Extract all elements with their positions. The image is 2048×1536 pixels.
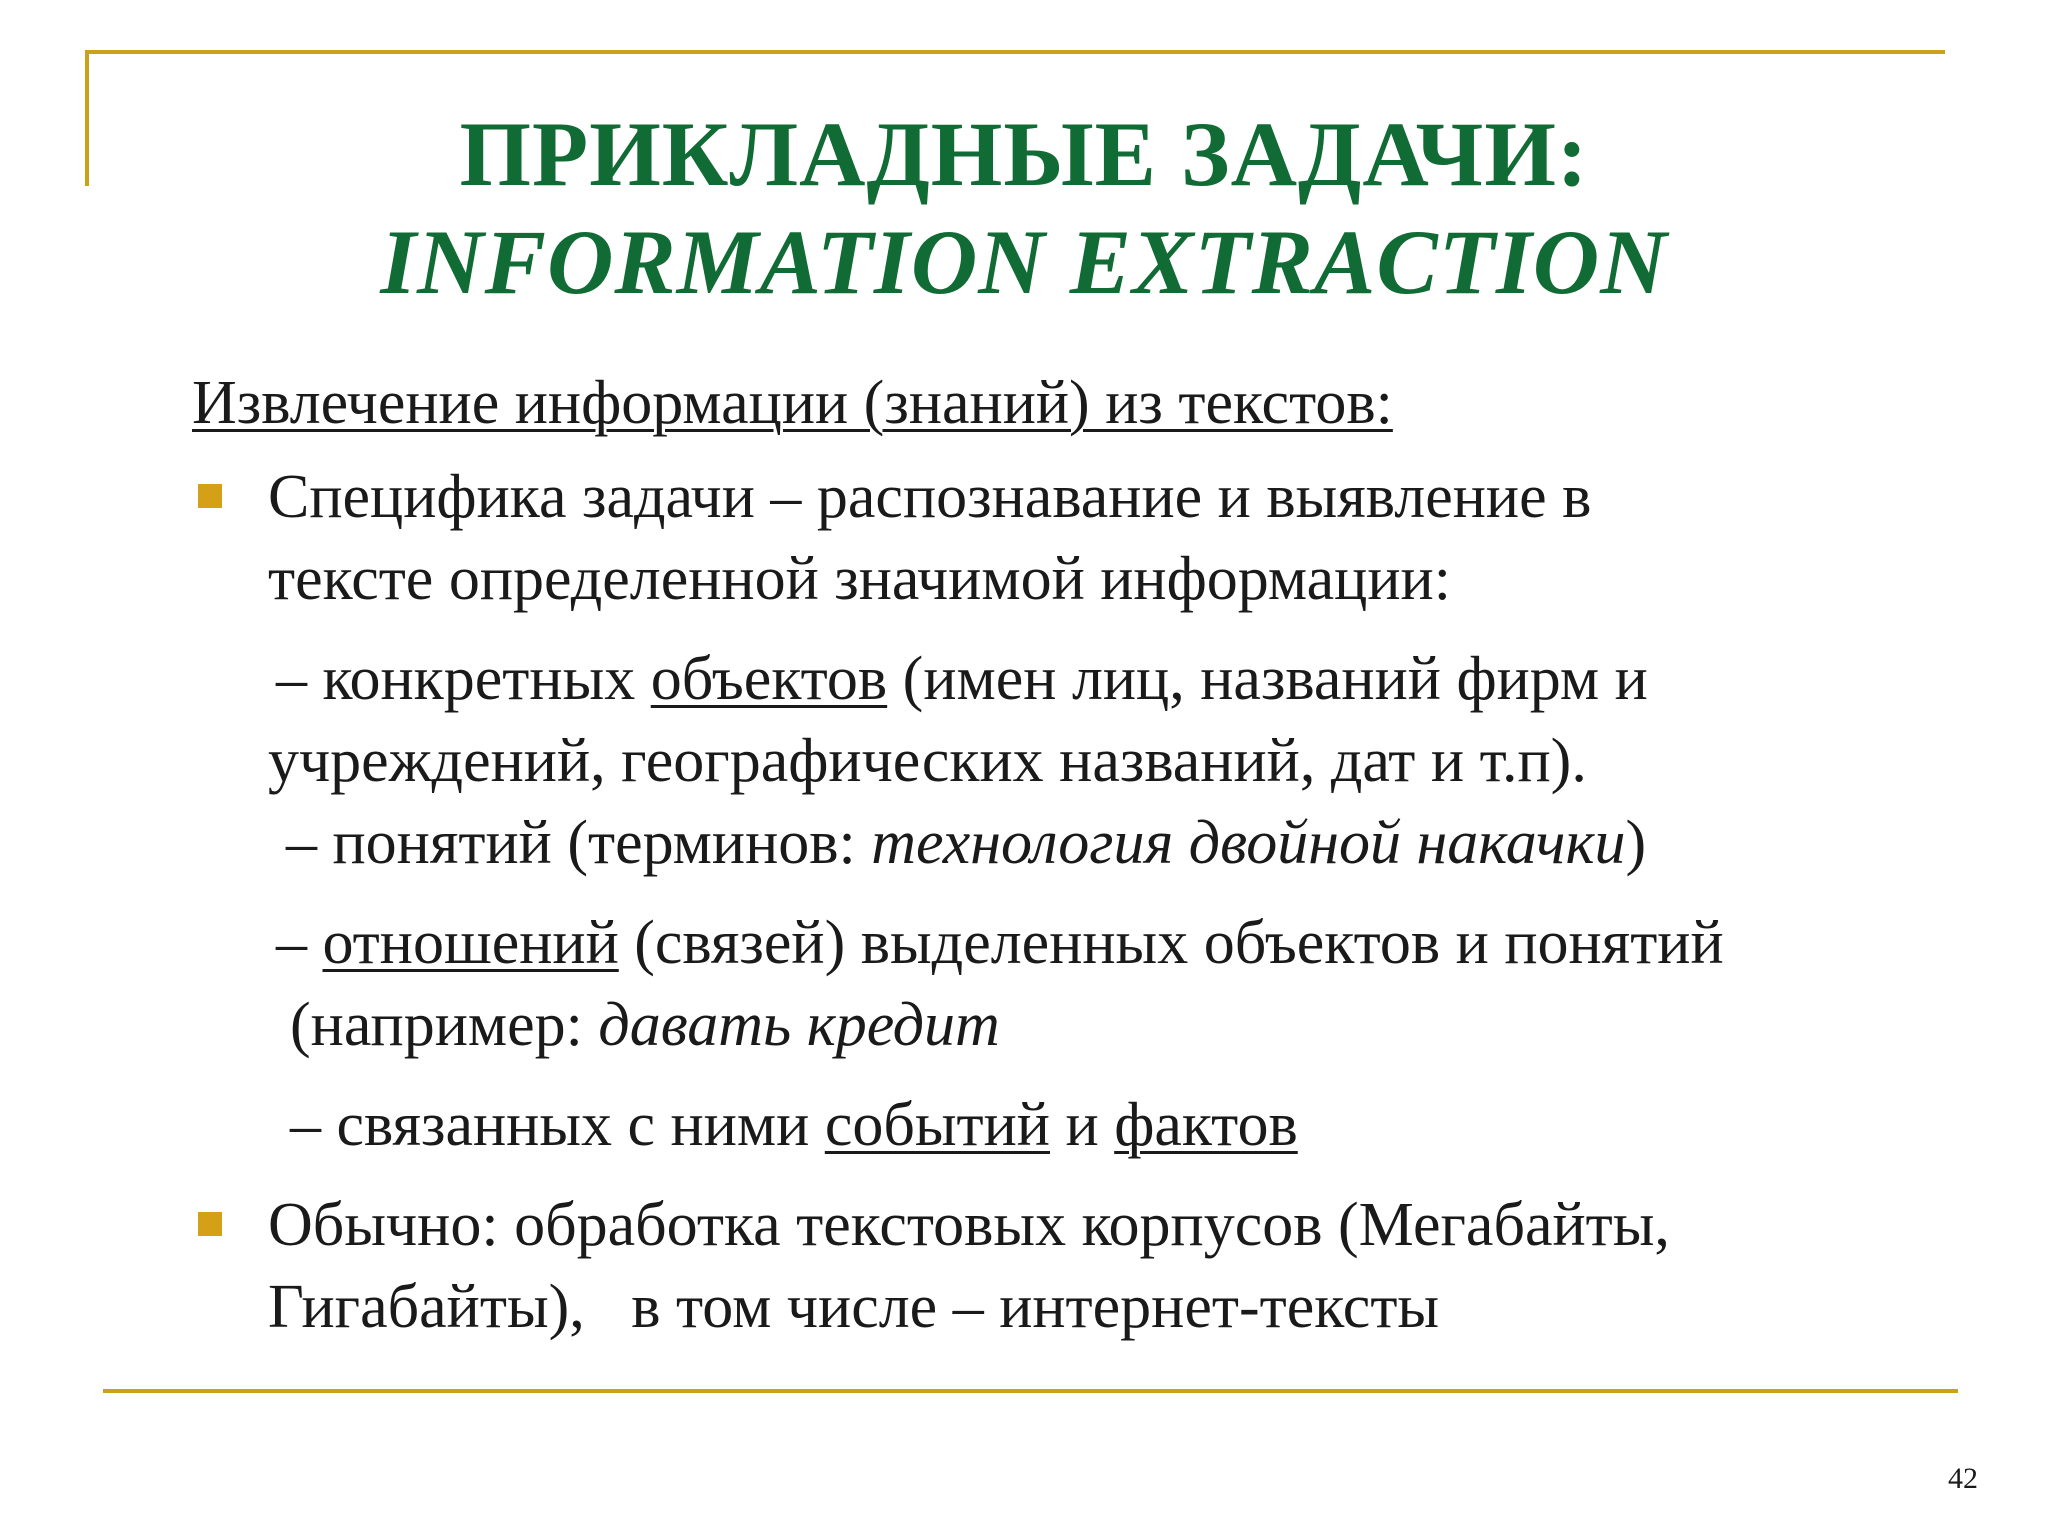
sub-item-events [268,1084,1992,1166]
title-line-2: INFORMATION EXTRACTION [380,211,1668,313]
bullet-2-line-2: Гигабайты), в том числе – интернет-тексты [268,1273,1440,1341]
sub-4-mid: и [1050,1091,1115,1159]
sub-3-prefix: – [276,909,323,977]
sub-item-relations [268,902,1992,1066]
sub-2-prefix: – понятий (терминов: [286,809,872,877]
sub-4-underlined-1: событий [824,1091,1050,1159]
title-line-1: ПРИКЛАДНЫЕ ЗАДАЧИ: [459,103,1589,205]
sub-1-paren: ( [887,645,924,713]
bullet-1-line-2: тексте определенной значимой информации: [268,545,1451,613]
slide-body [192,362,1992,1358]
sub-3-line-2-prefix: (например: [290,991,599,1059]
sub-3-rest: (связей) выделенных объектов и понятий [618,909,1724,977]
page-number: 42 [1948,1462,1978,1495]
bullet-2-line-1: Обычно: обработка текстовых корпусов (Мегабайты, [268,1191,1670,1259]
slide-title [0,100,2048,316]
bullet-1-line-1: Специфика задачи – распознавание и выявление в [268,463,1592,531]
square-bullet-icon [198,1212,222,1236]
sub-2-italic: технология двойной накачки [871,809,1626,877]
sub-4-prefix: – связанных с ними [290,1091,825,1159]
sub-3-line-2 [276,984,1992,1066]
top-rule [85,50,1945,54]
square-bullet-icon [198,484,222,508]
sub-3-underlined: отношений [322,909,619,977]
bullet-item-1 [192,456,1992,1166]
sub-1-underlined: объектов [650,645,888,713]
bullet-item-2 [192,1184,1992,1348]
sub-item-concepts [268,802,1992,884]
sub-1-prefix: – конкретных [276,645,651,713]
sub-item-objects [268,638,1992,802]
bottom-rule [103,1389,1958,1393]
sub-3-line-2-italic: давать кредит [598,991,1000,1059]
sub-1-line-2: учреждений, географических названий, дат и т.п). [268,727,1587,795]
sub-4-underlined-2: фактов [1114,1091,1298,1159]
sub-2-suffix: ) [1625,809,1647,877]
sub-1-rest: имен лиц, названий фирм и [923,645,1648,713]
intro-heading: Извлечение информации (знаний) из текстов: [192,369,1393,437]
